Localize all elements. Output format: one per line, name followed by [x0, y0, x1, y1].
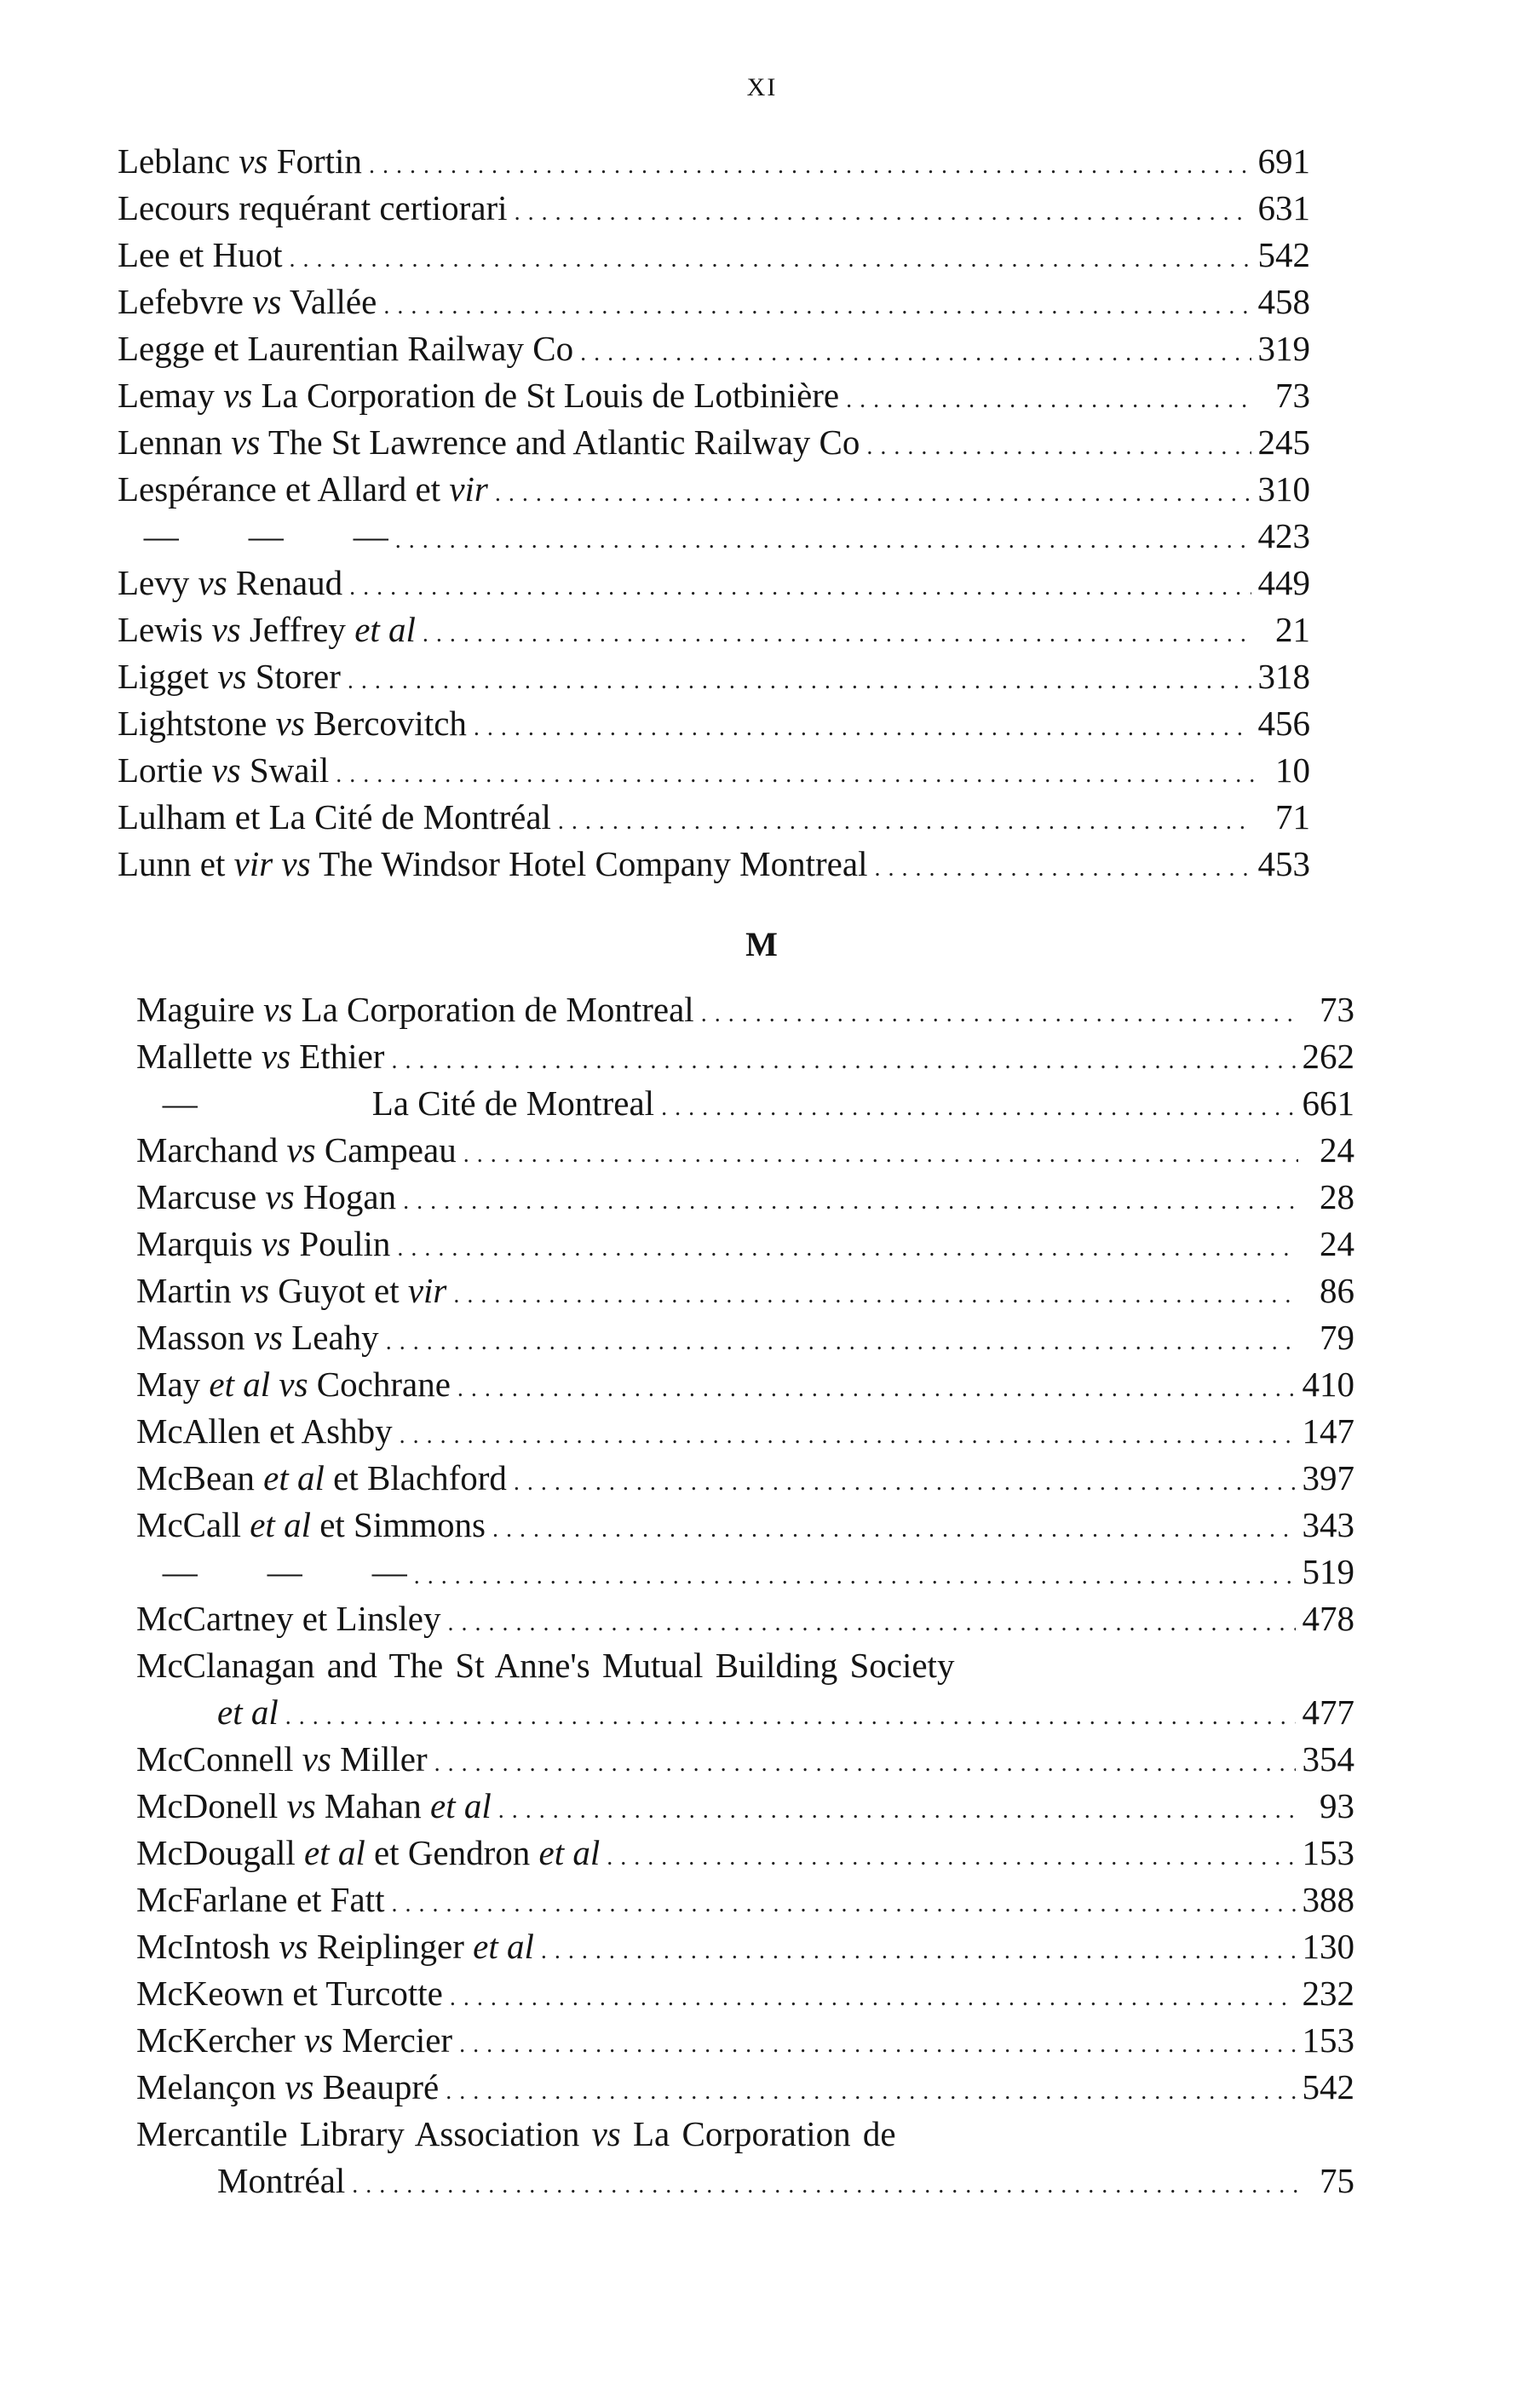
- leader-dots: [383, 283, 1251, 330]
- index-entry: [118, 653, 1310, 700]
- leader-dots: [498, 1787, 1298, 1834]
- leader-dots: [495, 470, 1251, 517]
- entry-page-number: 478: [1302, 1599, 1354, 1638]
- index-entry: [118, 747, 1310, 794]
- leader-dots: [386, 1319, 1298, 1365]
- entry-title: et al: [217, 1692, 279, 1732]
- leader-dots: [290, 236, 1251, 283]
- entry-page-number: 631: [1257, 188, 1310, 227]
- index-entry: [136, 1408, 1354, 1455]
- index-entry: [136, 1033, 1354, 1080]
- entry-title: Mallette vs Ethier: [136, 1037, 385, 1076]
- entry-page-number: 318: [1257, 657, 1310, 696]
- entry-title: May et al vs Cochrane: [136, 1365, 451, 1404]
- entry-title: McConnell vs Miller: [136, 1739, 428, 1779]
- entry-page-number: 21: [1275, 610, 1310, 649]
- page-folio: XI: [746, 73, 778, 101]
- index-entry: [118, 841, 1310, 888]
- entry-page-number: 79: [1320, 1318, 1354, 1357]
- entry-title: Lortie vs Swail: [118, 750, 330, 790]
- index-entry: [118, 700, 1310, 747]
- entry-page-number: 24: [1320, 1130, 1354, 1170]
- leader-dots: [414, 1553, 1296, 1600]
- leader-dots: [403, 1178, 1298, 1225]
- entry-title: Melançon vs Beaupré: [136, 2067, 440, 2106]
- index-entry: [118, 794, 1310, 841]
- index-entry: [118, 185, 1310, 232]
- entry-title: Masson vs Leahy: [136, 1318, 379, 1357]
- leader-dots: [580, 330, 1251, 376]
- entry-title: — — —: [118, 516, 388, 555]
- leader-dots: [558, 798, 1254, 845]
- index-entry: [136, 1830, 1354, 1876]
- entry-page-number: 423: [1257, 516, 1310, 555]
- entry-title: Lunn et vir vs The Windsor Hotel Company Montreal: [118, 844, 868, 883]
- entry-title: Legge et Laurentian Railway Co: [118, 329, 574, 368]
- entry-page-number: 388: [1302, 1880, 1354, 1919]
- leader-dots: [866, 423, 1251, 470]
- index-entry: [118, 606, 1310, 653]
- leader-dots: [349, 564, 1251, 611]
- entry-page-number: 93: [1320, 1786, 1354, 1825]
- leader-dots: [391, 1881, 1295, 1928]
- entry-page-number: 397: [1302, 1458, 1354, 1497]
- leader-dots: [459, 2021, 1295, 2068]
- entry-page-number: 453: [1257, 844, 1310, 883]
- entry-title: — La Cité de Montreal: [136, 1083, 655, 1123]
- entry-title: Montréal: [217, 2161, 346, 2200]
- section-heading-m: M: [745, 925, 779, 963]
- entry-title: Marchand vs Campeau: [136, 1130, 457, 1170]
- entry-page-number: 75: [1320, 2161, 1354, 2200]
- entry-page-number: 477: [1302, 1692, 1354, 1732]
- entry-title: McCall et al et Simmons: [136, 1505, 486, 1544]
- index-entry: [118, 325, 1310, 372]
- entry-page-number: 458: [1257, 282, 1310, 321]
- index-entry: [136, 1970, 1354, 2017]
- entry-title: McClanagan and The St Anne's Mutual Building Society: [136, 1646, 955, 1685]
- leader-dots: [515, 189, 1251, 236]
- entry-page-number: 28: [1320, 1177, 1354, 1216]
- entry-title: McFarlane et Fatt: [136, 1880, 385, 1919]
- leader-dots: [457, 1365, 1296, 1412]
- leader-dots: [434, 1740, 1296, 1787]
- entry-page-number: 354: [1302, 1739, 1354, 1779]
- leader-dots: [352, 2162, 1298, 2209]
- index-entry: [118, 466, 1310, 513]
- leader-dots: [391, 1037, 1295, 1084]
- entry-page-number: 232: [1302, 1974, 1354, 2013]
- leader-dots: [400, 1412, 1296, 1459]
- section-l: [118, 138, 1310, 888]
- leader-dots: [336, 751, 1254, 798]
- leader-dots: [448, 1600, 1296, 1647]
- entry-page-number: 153: [1302, 2020, 1354, 2060]
- entry-title: Martin vs Guyot et vir: [136, 1271, 447, 1310]
- entry-title: McIntosh vs Reiplinger et al: [136, 1927, 534, 1966]
- entry-page-number: 153: [1302, 1833, 1354, 1872]
- entry-page-number: 130: [1302, 1927, 1354, 1966]
- index-entry: [118, 138, 1310, 185]
- entry-page-number: 661: [1302, 1083, 1354, 1123]
- index-entry: [136, 1174, 1354, 1221]
- entry-title: Lee et Huot: [118, 235, 283, 274]
- entry-page-number: 71: [1275, 797, 1310, 836]
- index-entry: [136, 1361, 1354, 1408]
- entry-page-number: 245: [1257, 422, 1310, 462]
- leader-dots: [474, 704, 1251, 751]
- leader-dots: [285, 1693, 1296, 1740]
- entry-page-number: 10: [1275, 750, 1310, 790]
- leader-dots: [492, 1506, 1296, 1553]
- index-entry: [136, 2158, 1354, 2204]
- section-m: [136, 986, 1354, 2204]
- entry-title: Lespérance et Allard et vir: [118, 469, 488, 509]
- entry-page-number: 519: [1302, 1552, 1354, 1591]
- entry-title: McDougall et al et Gendron et al: [136, 1833, 601, 1872]
- entry-title: McKercher vs Mercier: [136, 2020, 453, 2060]
- entry-title: Mercantile Library Association vs La Corporation de: [136, 2114, 896, 2153]
- leader-dots: [395, 517, 1251, 564]
- entry-title: McBean et al et Blachford: [136, 1458, 507, 1497]
- index-entry: [136, 2017, 1354, 2064]
- leader-dots: [701, 991, 1298, 1037]
- entry-page-number: 542: [1302, 2067, 1354, 2106]
- index-entry: [118, 513, 1310, 560]
- entry-title: Lewis vs Jeffrey et al: [118, 610, 416, 649]
- entry-title: Leblanc vs Fortin: [118, 141, 362, 181]
- index-entry: [118, 419, 1310, 466]
- entry-page-number: 542: [1257, 235, 1310, 274]
- index-entry: [136, 1923, 1354, 1970]
- leader-dots: [348, 658, 1251, 704]
- leader-dots: [541, 1928, 1296, 1974]
- index-entry: [136, 2064, 1354, 2111]
- index-entry: [118, 372, 1310, 419]
- entry-title: Maguire vs La Corporation de Montreal: [136, 990, 694, 1029]
- entry-page-number: 456: [1257, 704, 1310, 743]
- leader-dots: [446, 2068, 1295, 2115]
- leader-dots: [607, 1834, 1295, 1881]
- entry-page-number: 410: [1302, 1365, 1354, 1404]
- entry-page-number: 73: [1275, 376, 1310, 415]
- leader-dots: [874, 845, 1251, 892]
- index-entry: [136, 1642, 1354, 1689]
- entry-title: Lennan vs The St Lawrence and Atlantic Railway Co: [118, 422, 860, 462]
- entry-title: Lulham et La Cité de Montréal: [118, 797, 551, 836]
- leader-dots: [369, 142, 1251, 189]
- entry-page-number: 73: [1320, 990, 1354, 1029]
- entry-page-number: 24: [1320, 1224, 1354, 1263]
- entry-page-number: 449: [1257, 563, 1310, 602]
- index-entry: [136, 1876, 1354, 1923]
- entry-page-number: 343: [1302, 1505, 1354, 1544]
- index-entry: [136, 1127, 1354, 1174]
- entry-title: McKeown et Turcotte: [136, 1974, 443, 2013]
- index-entry: [136, 1736, 1354, 1783]
- index-entry: [118, 232, 1310, 279]
- entry-title: Lightstone vs Bercovitch: [118, 704, 467, 743]
- entry-title: Marquis vs Poulin: [136, 1224, 391, 1263]
- leader-dots: [514, 1459, 1296, 1506]
- entry-page-number: 262: [1302, 1037, 1354, 1076]
- entry-page-number: 147: [1302, 1411, 1354, 1451]
- entry-title: McAllen et Ashby: [136, 1411, 393, 1451]
- entry-title: Ligget vs Storer: [118, 657, 341, 696]
- entry-page-number: 86: [1320, 1271, 1354, 1310]
- entry-title: McCartney et Linsley: [136, 1599, 441, 1638]
- leader-dots: [423, 611, 1254, 658]
- entry-title: Lefebvre vs Vallée: [118, 282, 377, 321]
- index-entry: [118, 279, 1310, 325]
- index-entry: [136, 1689, 1354, 1736]
- index-entry: [136, 1549, 1354, 1595]
- entry-page-number: 319: [1257, 329, 1310, 368]
- leader-dots: [450, 1974, 1296, 2021]
- index-entry: [136, 1080, 1354, 1127]
- index-entry: [136, 1455, 1354, 1502]
- entry-page-number: 310: [1257, 469, 1310, 509]
- entry-title: Marcuse vs Hogan: [136, 1177, 397, 1216]
- index-entry: [136, 1783, 1354, 1830]
- entry-page-number: 691: [1257, 141, 1310, 181]
- index-entry: [136, 1595, 1354, 1642]
- index-entry: [118, 560, 1310, 606]
- leader-dots: [397, 1225, 1298, 1272]
- index-entry: [136, 2111, 1354, 2158]
- index-entry: [136, 1221, 1354, 1267]
- leader-dots: [463, 1131, 1298, 1178]
- entry-title: Levy vs Renaud: [118, 563, 343, 602]
- entry-title: Lemay vs La Corporation de St Louis de Lotbinière: [118, 376, 840, 415]
- index-entry: [136, 1314, 1354, 1361]
- entry-title: McDonell vs Mahan et al: [136, 1786, 492, 1825]
- leader-dots: [661, 1084, 1295, 1131]
- index-entry: [136, 1502, 1354, 1549]
- entry-title: — — —: [136, 1552, 407, 1591]
- index-entry: [136, 1267, 1354, 1314]
- entry-title: Lecours requérant certiorari: [118, 188, 508, 227]
- leader-dots: [846, 376, 1254, 423]
- leader-dots: [453, 1272, 1298, 1319]
- index-entry: [136, 986, 1354, 1033]
